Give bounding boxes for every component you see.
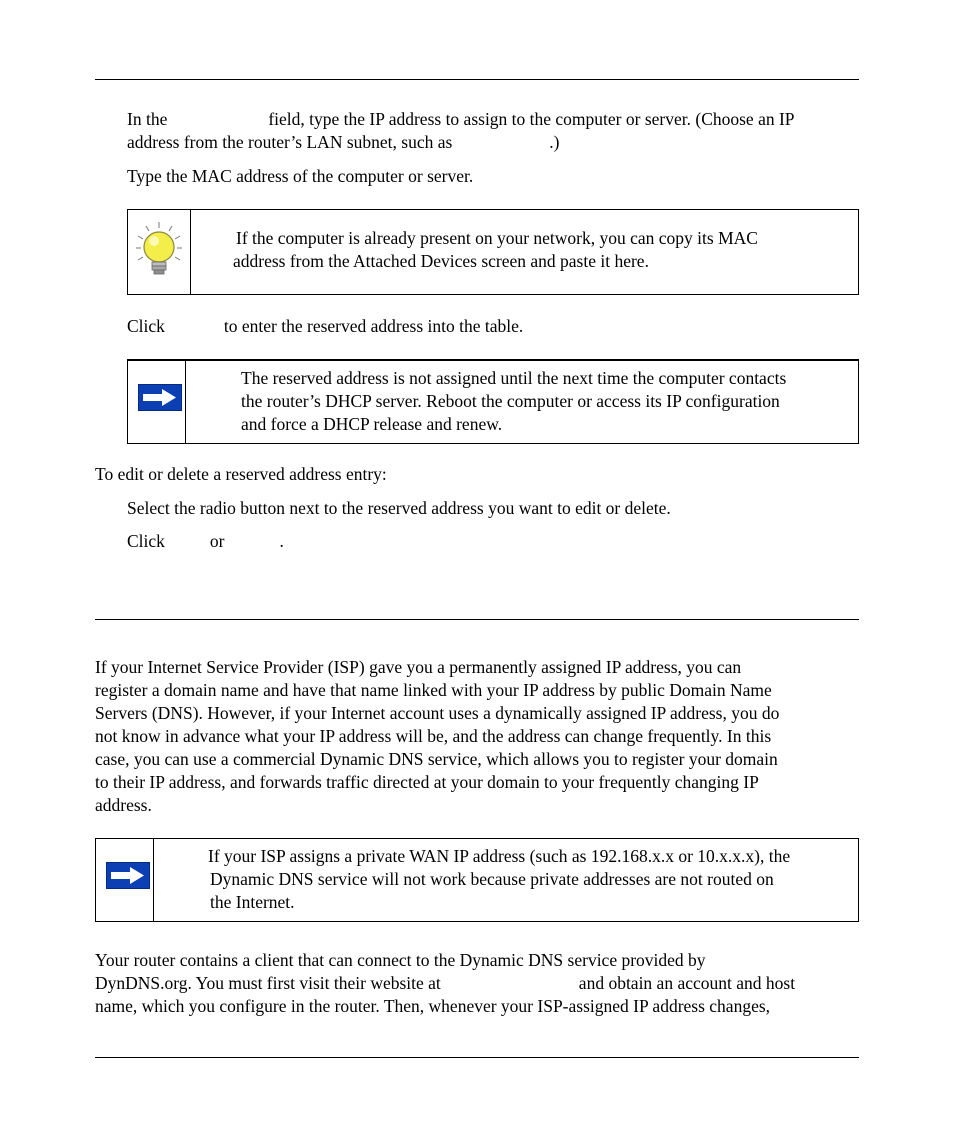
reserved-note-divider — [185, 361, 186, 443]
step-click-edit-a: Click — [127, 531, 165, 551]
lightbulb-icon — [134, 220, 184, 280]
client-para-line1: Your router contains a client that can connect to the Dynamic DNS service provided by — [95, 950, 706, 970]
dyndns-intro-line: register a domain name and have that name linked with your IP address by public Domain Name — [95, 680, 772, 700]
edit-heading: To edit or delete a reserved address entry: — [95, 464, 387, 484]
step-click-add — [127, 315, 523, 338]
client-para-line2-a: DynDNS.org. You must first visit their website at — [95, 973, 441, 993]
step-ip-address — [127, 108, 795, 131]
footer-rule — [95, 1057, 859, 1058]
tip-note-box — [127, 209, 859, 295]
private-note-text — [208, 845, 790, 914]
private-note-divider — [153, 839, 154, 921]
dyndns-intro-line: not know in advance what your IP address will be, and the address can change frequently. In this — [95, 726, 772, 746]
header-rule — [95, 79, 859, 80]
client-para-line2-b: and obtain an account and host — [578, 973, 796, 993]
client-para-line3: name, which you configure in the router. Then, whenever your ISP-assigned IP address changes, — [95, 996, 771, 1016]
reserved-note-line2: the router’s DHCP server. Reboot the computer or access its IP configuration — [241, 391, 780, 411]
dyndns-intro-line: If your Internet Service Provider (ISP) gave you a permanently assigned IP address, you can — [95, 657, 742, 677]
step-mac-address: Type the MAC address of the computer or server. — [127, 166, 474, 186]
step-ip-line1-a: In the — [127, 109, 168, 129]
dyndns-intro-line: address. — [95, 795, 152, 815]
dyndns-intro-line: Servers (DNS). However, if your Internet account uses a dynamically assigned IP address, you do — [95, 703, 780, 723]
step-click-add-b: to enter the reserved address into the table. — [223, 316, 524, 336]
step-select-radio: Select the radio button next to the reserved address you want to edit or delete. — [127, 498, 671, 518]
private-note-line2: Dynamic DNS service will not work because private addresses are not routed on — [210, 869, 774, 889]
step-ip-line2-a: address from the router’s LAN subnet, such as — [127, 132, 453, 152]
dyndns-intro-line: to their IP address, and forwards traffic directed at your domain to your frequently changing IP — [95, 772, 759, 792]
private-note-box — [95, 838, 859, 922]
step-ip-line1-b: field, type the IP address to assign to the computer or server. (Choose an IP — [268, 109, 795, 129]
tip-note-divider — [190, 210, 191, 294]
tip-note-text — [233, 227, 758, 273]
arrow-right-icon — [138, 384, 182, 411]
step-click-edit-c: . — [279, 531, 284, 551]
private-note-line1: If your ISP assigns a private WAN IP address (such as 192.168.x.x or 10.x.x.x), the — [208, 846, 791, 866]
private-note-line3: the Internet. — [210, 892, 295, 912]
step-click-edit — [127, 530, 284, 553]
arrow-right-icon — [106, 862, 150, 889]
reserved-note-line1: The reserved address is not assigned until the next time the computer contacts — [241, 368, 787, 388]
reserved-note-box — [127, 359, 859, 444]
dyndns-intro-line: case, you can use a commercial Dynamic DNS service, which allows you to register your domain — [95, 749, 778, 769]
client-para-line2 — [95, 972, 795, 995]
step-click-add-a: Click — [127, 316, 165, 336]
tip-note-line1: If the computer is already present on your network, you can copy its MAC — [236, 228, 758, 248]
reserved-note-text — [241, 367, 786, 436]
tip-note-line2: address from the Attached Devices screen and paste it here. — [233, 251, 649, 271]
section-rule — [95, 619, 859, 620]
reserved-note-line3: and force a DHCP release and renew. — [241, 414, 503, 434]
step-ip-address-line2 — [127, 131, 560, 154]
dyndns-intro-paragraph — [95, 656, 865, 817]
step-ip-line2-b: .) — [549, 132, 560, 152]
step-click-edit-b: or — [209, 531, 225, 551]
